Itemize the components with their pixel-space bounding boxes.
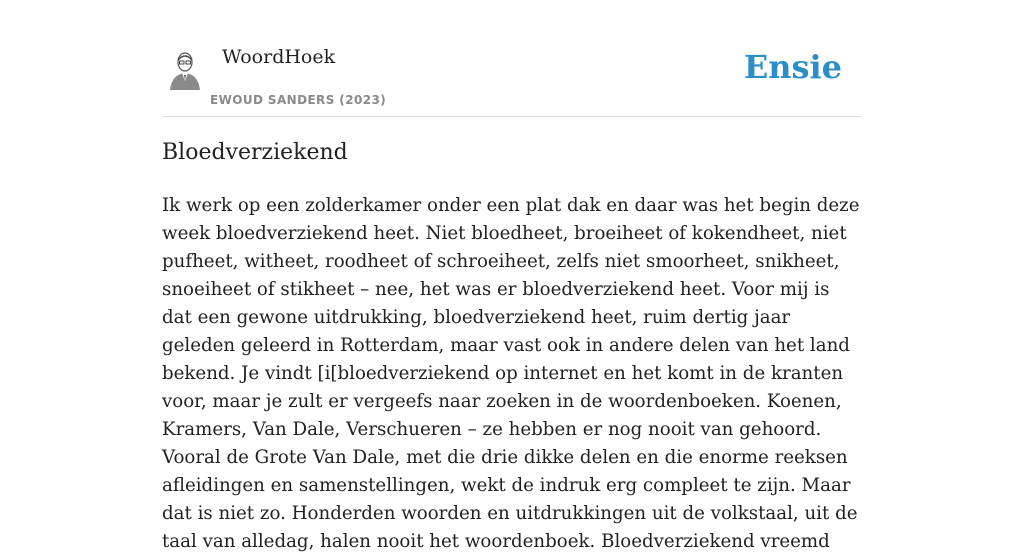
author-portrait-icon — [168, 48, 202, 90]
site-name[interactable]: WoordHoek — [222, 46, 336, 68]
page-header — [162, 36, 862, 117]
article-body: Ik werk op een zolderkamer onder een plat dak en daar was het begin deze week bloedverziekend heet. Niet bloedheet, broeiheet of kokendheet, niet pufheet, witheet, roodheet of schroeiheet, zelfs niet smoorheet, snikheet, snoeiheet of stikheet – nee, het was er bloedverziekend heet. Voor mij is dat een gewone uitdrukking, bloedverziekend heet, ruim dertig jaar geleden geleerd in Rotterdam, maar vast ook in andere delen van het land bekend. Je vindt [i[bloedverziekend op internet en het komt in de kranten voor, maar je zult er vergeefs naar zoeken in de woordenboeken. Koenen, Kramers, Van Dale, Verschueren – ze hebben er nog nooit van gehoord. Vooral de Grote Van Dale, met die drie dikke delen en die enorme reeksen afleidingen en samenstellingen, wekt de indruk erg compleet te zijn. Maar dat is niet zo. Honderden woorden en uitdrukkingen uit de volkstaal, uit de taal van alledag, halen nooit het woordenboek. Bloedverziekend vreemd — [162, 195, 860, 552]
article-title: Bloedverziekend — [162, 140, 348, 165]
author-byline: EWOUD SANDERS (2023) — [210, 93, 387, 107]
brand-logo[interactable]: Ensie — [743, 48, 842, 86]
